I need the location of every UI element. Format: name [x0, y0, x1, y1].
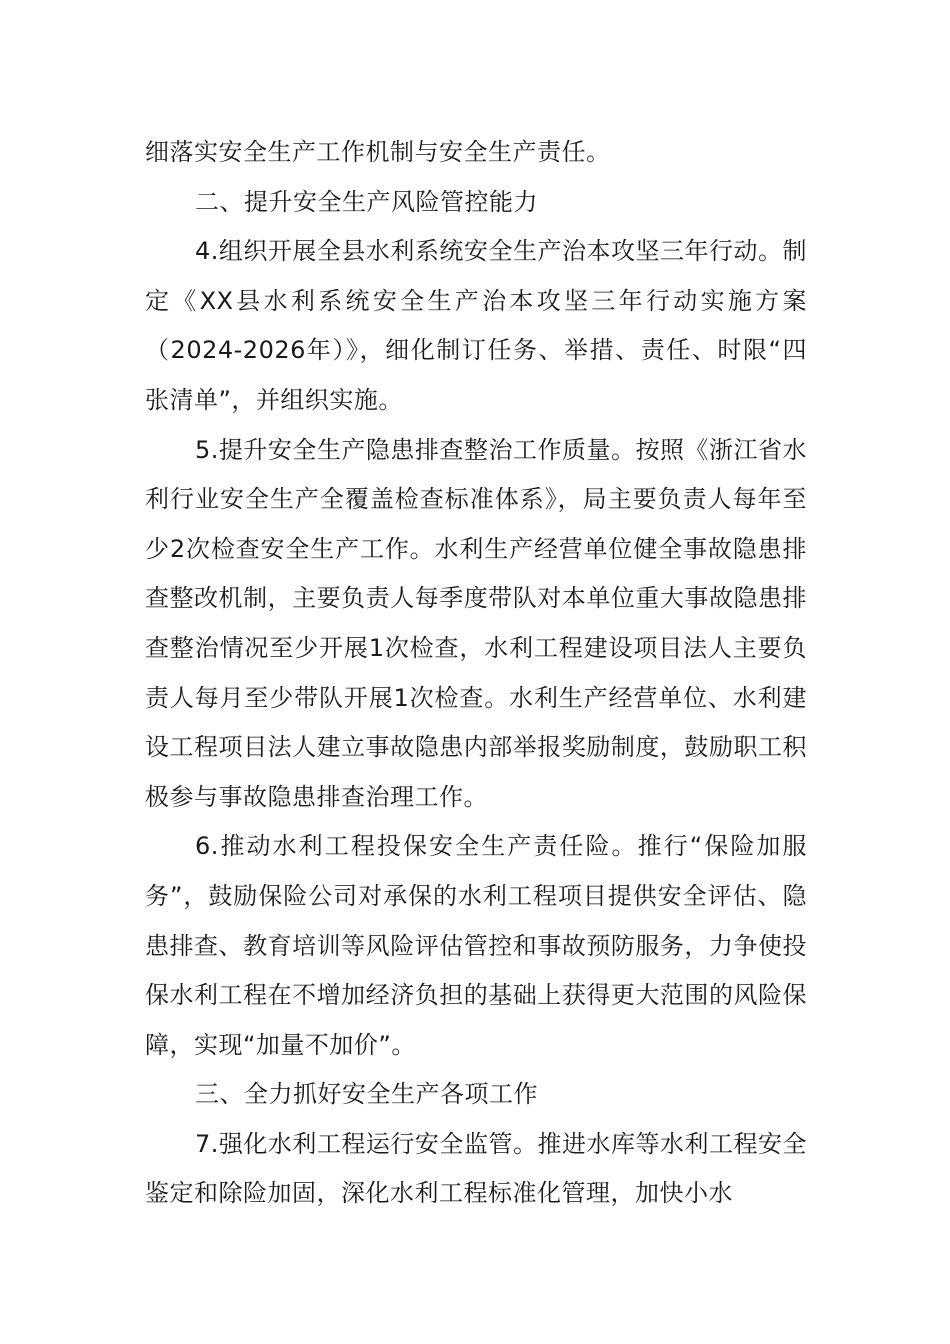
section-heading-2: 二、提升安全生产风险管控能力: [195, 187, 538, 216]
paragraph-item-7: 7.强化水利工程运行安全监管。推进水库等水利工程安全鉴定和除险加固，深化水利工程标准化管理，加快小水: [145, 1129, 807, 1208]
paragraph-continuation: 细落实安全生产工作机制与安全生产责任。: [145, 138, 611, 166]
paragraph-item-5: 5.提升安全生产隐患排查整治工作质量。按照《浙江省水利行业安全生产全覆盖检查标准体系》，局主要负责人每年至少2次检查安全生产工作。水利生产经营单位健全事故隐患排查整改机制，主要负责人每季度带队对本单位重大事故隐患排查整治情况至少开展1次检查，水利工程建设项目法人主要负责人每月至少带队开展1次检查。水利生产经营单位、水利建设工程项目法人建立事故隐患内部举报奖励制度，鼓励职工积极参与事故隐患排查治理工作。: [145, 435, 807, 811]
section-heading-3: 三、全力抓好安全生产各项工作: [195, 1080, 538, 1109]
paragraph-item-4: 4.组织开展全县水利系统安全生产治本攻坚三年行动。制定《XX县水利系统安全生产治本攻坚三年行动实施方案（2024-2026年）》，细化制订任务、举措、责任、时限“四张清单”，并组织实施。: [145, 237, 807, 414]
paragraph-item-6: 6.推动水利工程投保安全生产责任险。推行“保险加服务”，鼓励保险公司对承保的水利工程项目提供安全评估、隐患排查、教育培训等风险评估管控和事故预防服务，力争使投保水利工程在不增加经济负担的基础上获得更大范围的风险保障，实现“加量不加价”。: [145, 832, 807, 1059]
document-body: [145, 128, 807, 1219]
